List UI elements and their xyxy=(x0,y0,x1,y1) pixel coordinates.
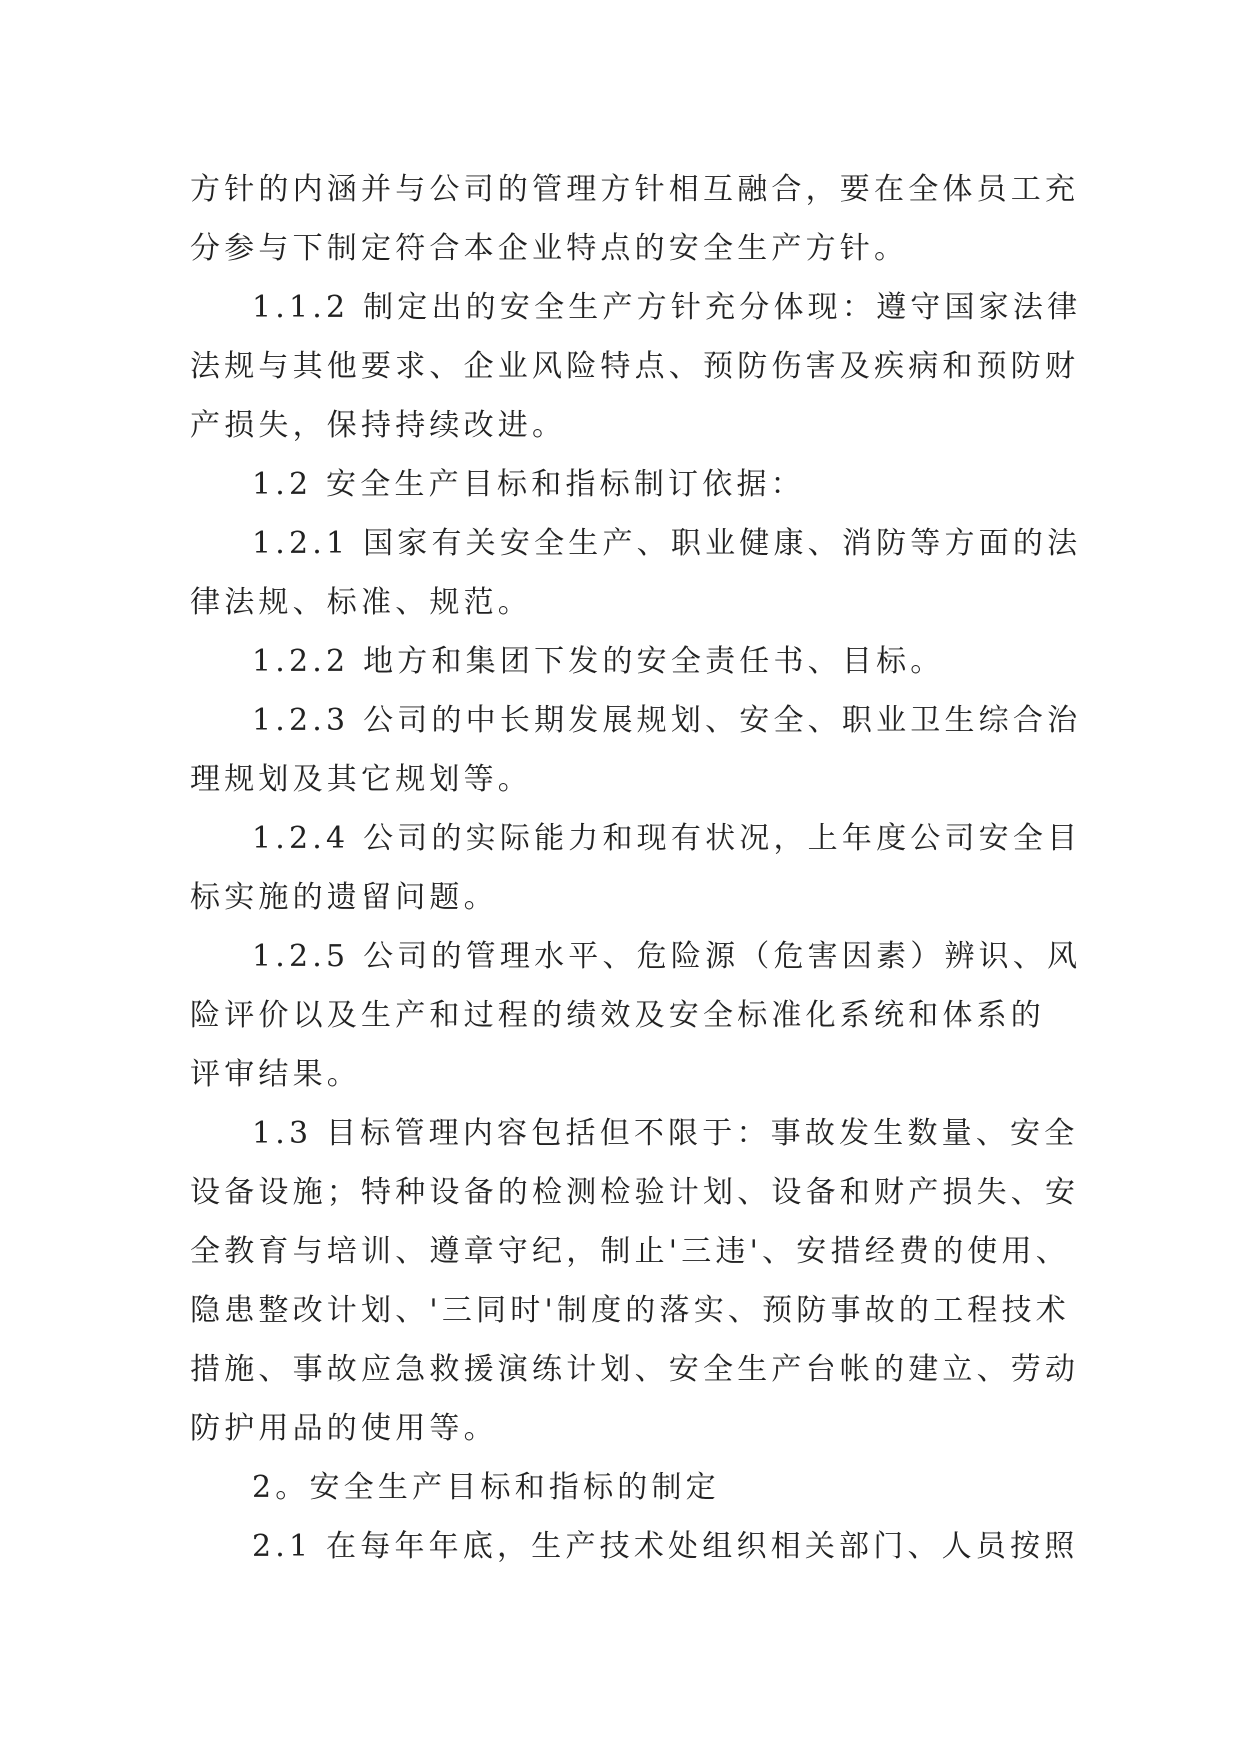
text-line: 标实施的遗留问题。 xyxy=(190,880,498,915)
text-line: 2.1 在每年年底，生产技术处组织相关部门、人员按照 xyxy=(252,1529,1079,1564)
text-line: 评审结果。 xyxy=(190,1057,361,1092)
text-line: 1.2.4 公司的实际能力和现有状况，上年度公司安全目 xyxy=(252,821,1082,856)
text-line: 理规划及其它规划等。 xyxy=(190,762,532,797)
text-line: 2。安全生产目标和指标的制定 xyxy=(252,1470,720,1505)
text-line: 法规与其他要求、企业风险特点、预防伤害及疾病和预防财 xyxy=(190,349,1080,384)
text-line: 1.2.1 国家有关安全生产、职业健康、消防等方面的法 xyxy=(252,526,1082,561)
text-line: 律法规、标准、规范。 xyxy=(190,585,532,620)
text-line: 1.2 安全生产目标和指标制订依据： xyxy=(252,467,805,502)
text-line: 设备设施；特种设备的检测检验计划、设备和财产损失、安 xyxy=(190,1175,1080,1210)
text-line: 措施、事故应急救援演练计划、安全生产台帐的建立、劳动 xyxy=(190,1352,1080,1387)
text-line: 隐患整改计划、'三同时'制度的落实、预防事故的工程技术 xyxy=(190,1293,1070,1328)
text-line: 1.3 目标管理内容包括但不限于：事故发生数量、安全 xyxy=(252,1116,1079,1151)
document-body xyxy=(190,160,1082,1576)
text-line: 产损失，保持持续改进。 xyxy=(190,408,567,443)
text-line: 险评价以及生产和过程的绩效及安全标准化系统和体系的 xyxy=(190,998,1045,1033)
text-line: 分参与下制定符合本企业特点的安全生产方针。 xyxy=(190,231,909,266)
text-line: 防护用品的使用等。 xyxy=(190,1411,498,1446)
text-line: 1.2.2 地方和集团下发的安全责任书、目标。 xyxy=(252,644,945,679)
text-line: 1.2.5 公司的管理水平、危险源（危害因素）辨识、风 xyxy=(252,939,1082,974)
text-line: 全教育与培训、遵章守纪，制止'三违'、安措经费的使用、 xyxy=(190,1234,1070,1269)
text-line: 方针的内涵并与公司的管理方针相互融合，要在全体员工充 xyxy=(190,172,1080,207)
text-line: 1.2.3 公司的中长期发展规划、安全、职业卫生综合治 xyxy=(252,703,1082,738)
text-line: 1.1.2 制定出的安全生产方针充分体现：遵守国家法律 xyxy=(252,290,1082,325)
